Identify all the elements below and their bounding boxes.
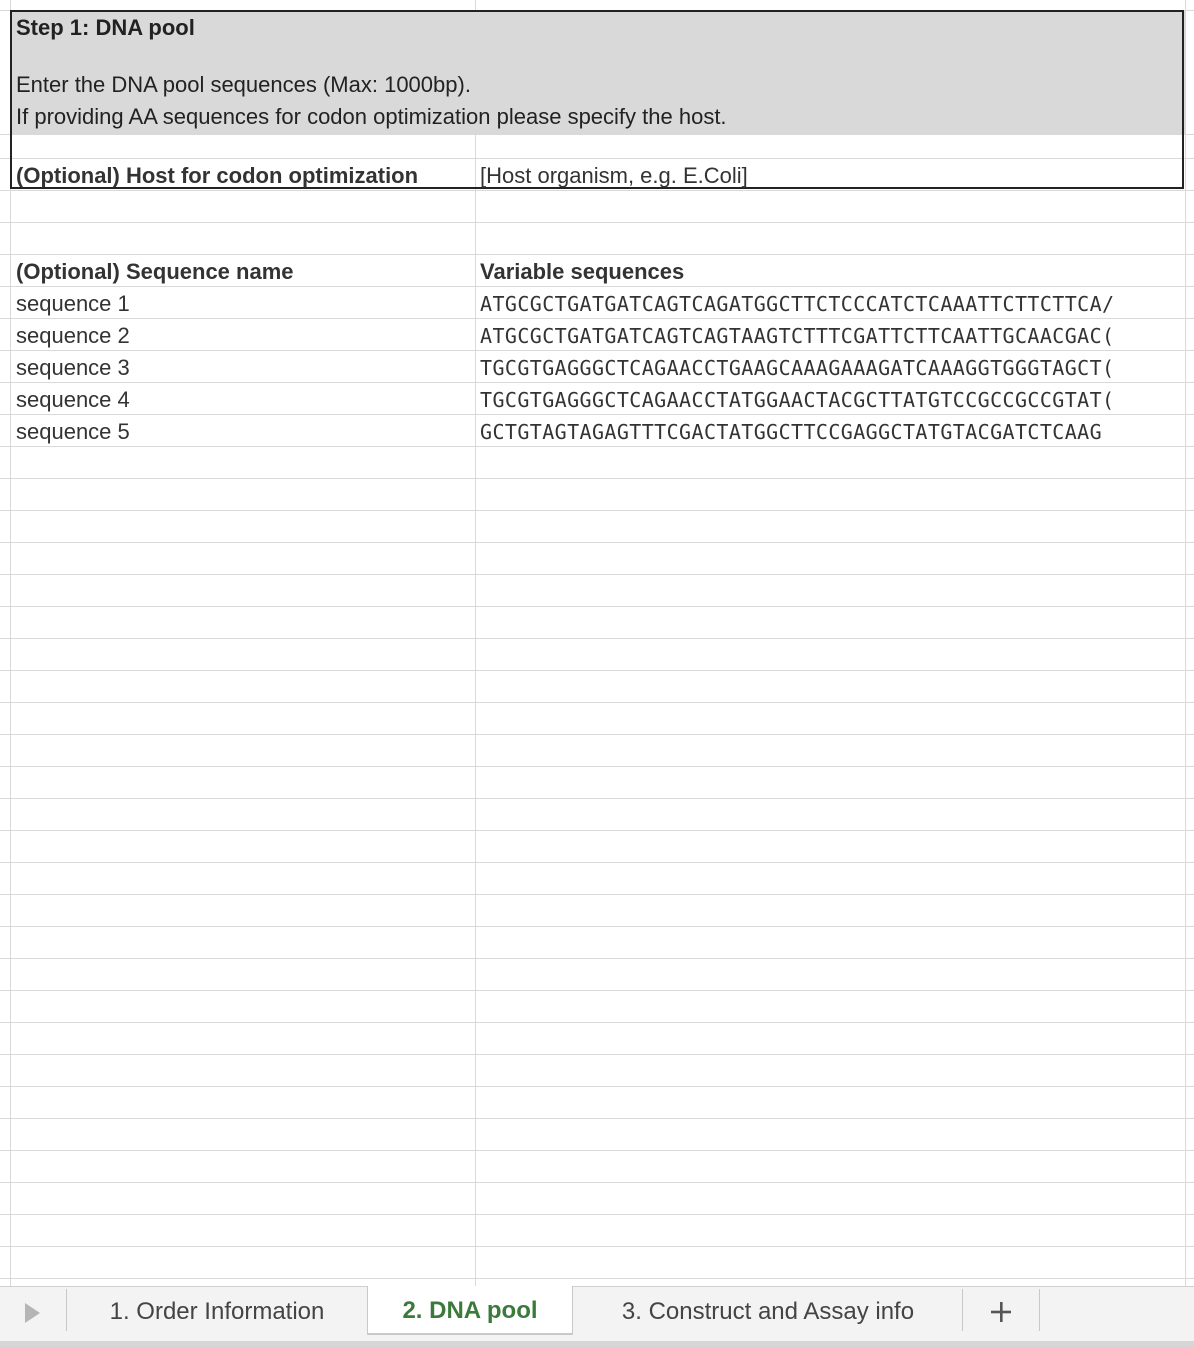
grid-column-line	[1185, 0, 1186, 1286]
add-sheet-button[interactable]	[964, 1287, 1038, 1337]
grid-row-line	[0, 478, 1194, 479]
grid-row-line	[0, 830, 1194, 831]
grid-column-line	[10, 0, 11, 1286]
variable-sequence-cell[interactable]: ATGCGCTGATGATCAGTCAGATGGCTTCTCCCATCTCAAATTCTTCTTCA/	[480, 292, 1115, 316]
tab-bar-bottom-strip	[0, 1341, 1194, 1347]
grid-row-line	[0, 254, 1194, 255]
grid-row-line	[0, 158, 1194, 159]
grid-row-line	[0, 1086, 1194, 1087]
sequence-name-cell[interactable]: sequence 4	[16, 387, 130, 412]
grid-row-line	[0, 1118, 1194, 1119]
grid-row-line	[0, 1214, 1194, 1215]
tab-dna-pool[interactable]: 2. DNA pool	[367, 1286, 573, 1335]
grid-row-line	[0, 638, 1194, 639]
variable-sequence-cell[interactable]: ATGCGCTGATGATCAGTCAGTAAGTCTTTCGATTCTTCAATTGCAACGAC(	[480, 324, 1115, 348]
plus-icon	[990, 1301, 1012, 1323]
host-label: (Optional) Host for codon optimization	[16, 163, 419, 188]
host-organism-cell[interactable]: [Host organism, e.g. E.Coli]	[480, 163, 748, 188]
grid-row-line	[0, 734, 1194, 735]
tab-divider	[1039, 1289, 1040, 1331]
grid-row-line	[0, 894, 1194, 895]
grid-row-line	[0, 1278, 1194, 1279]
tab-divider	[962, 1289, 963, 1331]
grid-row-line	[0, 574, 1194, 575]
instruction-line-1: Enter the DNA pool sequences (Max: 1000bp).	[16, 72, 471, 97]
grid-row-line	[0, 1150, 1194, 1151]
instruction-line-2: If providing AA sequences for codon optimization please specify the host.	[16, 104, 727, 129]
grid-row-line	[0, 670, 1194, 671]
grid-row-line	[0, 702, 1194, 703]
grid-row-line	[0, 862, 1194, 863]
sequence-name-cell[interactable]: sequence 3	[16, 355, 130, 380]
variable-sequence-cell[interactable]: GCTGTAGTAGAGTTTCGACTATGGCTTCCGAGGCTATGTACGATCTCAAG	[480, 420, 1103, 444]
tab-divider	[66, 1289, 67, 1331]
grid-row-line	[0, 606, 1194, 607]
grid-row-line	[0, 1246, 1194, 1247]
grid-row-line	[0, 1054, 1194, 1055]
column-header-sequence-name: (Optional) Sequence name	[16, 259, 294, 284]
play-triangle-icon	[23, 1302, 41, 1324]
sequence-name-cell[interactable]: sequence 2	[16, 323, 130, 348]
variable-sequence-cell[interactable]: TGCGTGAGGGCTCAGAACCTATGGAACTACGCTTATGTCCGCCGCCGTAT(	[480, 388, 1115, 412]
variable-sequence-cell[interactable]: TGCGTGAGGGCTCAGAACCTGAAGCAAAGAAAGATCAAAGGTGGGTAGCT(	[480, 356, 1115, 380]
grid-row-line	[0, 542, 1194, 543]
sequence-name-cell[interactable]: sequence 1	[16, 291, 130, 316]
step-title: Step 1: DNA pool	[16, 15, 195, 40]
tab-construct-and-assay-info[interactable]: 3. Construct and Assay info	[621, 1298, 915, 1325]
grid-row-line	[0, 1182, 1194, 1183]
grid-row-line	[0, 134, 1194, 135]
grid-row-line	[0, 990, 1194, 991]
grid-row-line	[0, 222, 1194, 223]
column-header-variable-sequences: Variable sequences	[480, 259, 685, 284]
grid-row-line	[0, 1022, 1194, 1023]
grid-column-line	[475, 0, 476, 1286]
tab-order-information[interactable]: 1. Order Information	[109, 1298, 325, 1325]
sheet-tab-bar	[0, 1286, 1194, 1347]
grid-row-line	[0, 766, 1194, 767]
grid-row-line	[0, 926, 1194, 927]
sequence-name-cell[interactable]: sequence 5	[16, 419, 130, 444]
tab-scroll-button[interactable]	[0, 1287, 64, 1337]
grid-row-line	[0, 510, 1194, 511]
grid-row-line	[0, 798, 1194, 799]
grid-row-line	[0, 958, 1194, 959]
